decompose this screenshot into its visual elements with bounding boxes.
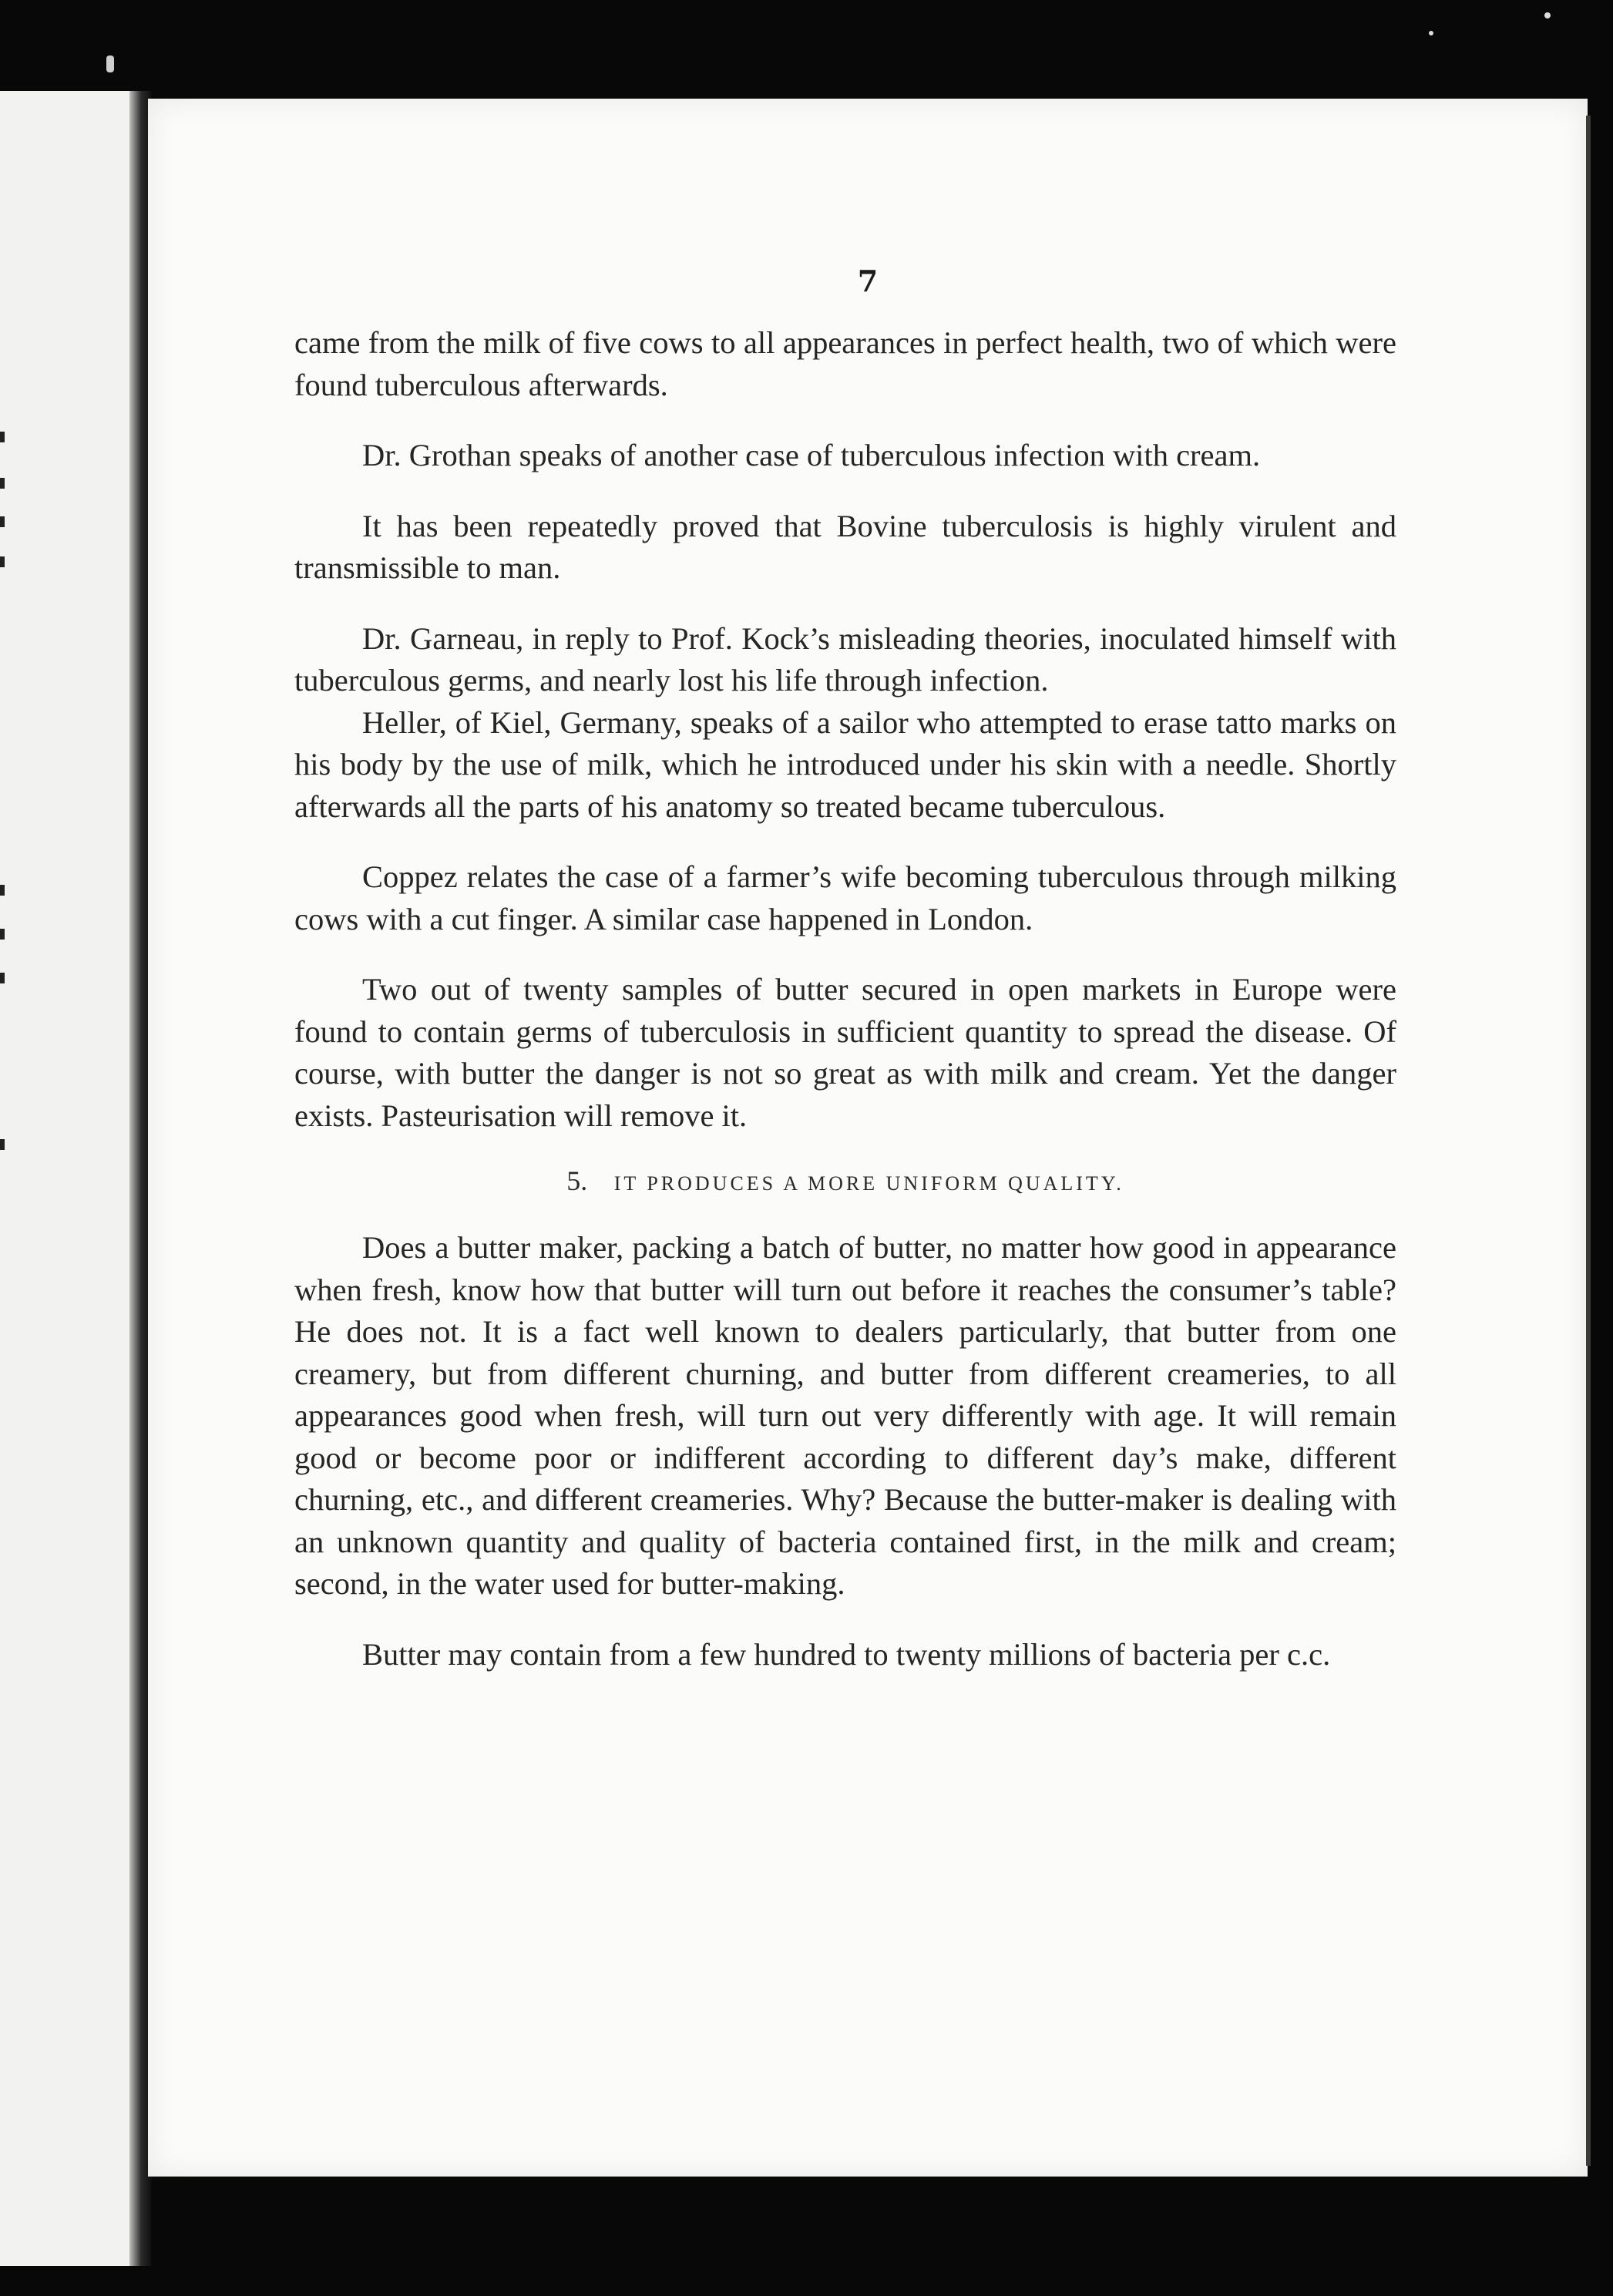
left-page-letter-fragment xyxy=(0,929,5,940)
page-number: 7 xyxy=(857,264,879,298)
paragraph: Dr. Garneau, in reply to Prof. Kock’s misleading theories, inoculated himself with tuberculous germs, and nearly lost his life through infection. xyxy=(294,620,1396,698)
left-page-letter-fragment xyxy=(0,885,5,896)
section-number: 5. xyxy=(566,1165,588,1196)
dust-speck xyxy=(1544,12,1551,18)
left-page-letter-fragment xyxy=(0,432,5,442)
page-edge-shadow xyxy=(1586,116,1591,2166)
paragraph: Does a butter maker, packing a batch of butter, no matter how good in appearance when fresh, know how that butter will turn out before it reaches the consumer’s table? He does not. It is a fact well known to dealers particularly, that butter from one creamery, but from different churning, and butter from different creameries, to all appearances good when fresh, will turn out very differently with age. It will remain good or become poor or indifferent according to different day’s make, different churning, etc., and different creameries. Why? Because the butter-maker is dealing with an unknown quantity and quality of bacteria contained first, in the milk and cream; second, in the water used for butter-making. xyxy=(294,1230,1396,1601)
section-heading xyxy=(294,1165,1396,1199)
paragraph: Coppez relates the case of a farmer’s wife becoming tuberculous through milking cows with a cut finger. A similar case happened in London. xyxy=(294,859,1396,936)
paragraph: Two out of twenty samples of butter secured in open markets in Europe were found to contain germs of tuberculosis in sufficient quantity to spread the disease. Of course, with butter the danger is not so great as with milk and cream. Yet the danger exists. Pasteurisation will remove it. xyxy=(294,972,1396,1133)
left-page-letter-fragment xyxy=(0,516,5,527)
dust-speck xyxy=(1429,31,1433,35)
left-page-margin xyxy=(0,91,137,2266)
paragraph: Dr. Grothan speaks of another case of tuberculous infection with cream. xyxy=(362,438,1261,472)
page-body xyxy=(294,322,1396,1704)
paragraph: Butter may contain from a few hundred to twenty millions of bacteria per c.c. xyxy=(362,1636,1331,1672)
book-page xyxy=(148,99,1588,2177)
left-page-letter-fragment xyxy=(0,478,5,489)
paragraph: Heller, of Kiel, Germany, speaks of a sailor who attempted to erase tatto marks on his body by the use of milk, which he introduced under his skin with a needle. Shortly afterwards all the parts of his anatomy so treated became tuberculous. xyxy=(294,704,1396,824)
left-page-letter-fragment xyxy=(0,556,5,567)
left-page-letter-fragment xyxy=(0,973,5,983)
left-page-letter-fragment xyxy=(0,1139,5,1150)
section-title: IT PRODUCES A MORE UNIFORM QUALITY. xyxy=(613,1172,1124,1195)
dust-speck xyxy=(106,55,114,72)
paragraph: came from the milk of five cows to all appearances in perfect health, two of which were found tuberculous afterwards. xyxy=(294,325,1396,402)
paragraph: It has been repeatedly proved that Bovine tuberculosis is highly virulent and transmissible to man. xyxy=(294,508,1396,585)
